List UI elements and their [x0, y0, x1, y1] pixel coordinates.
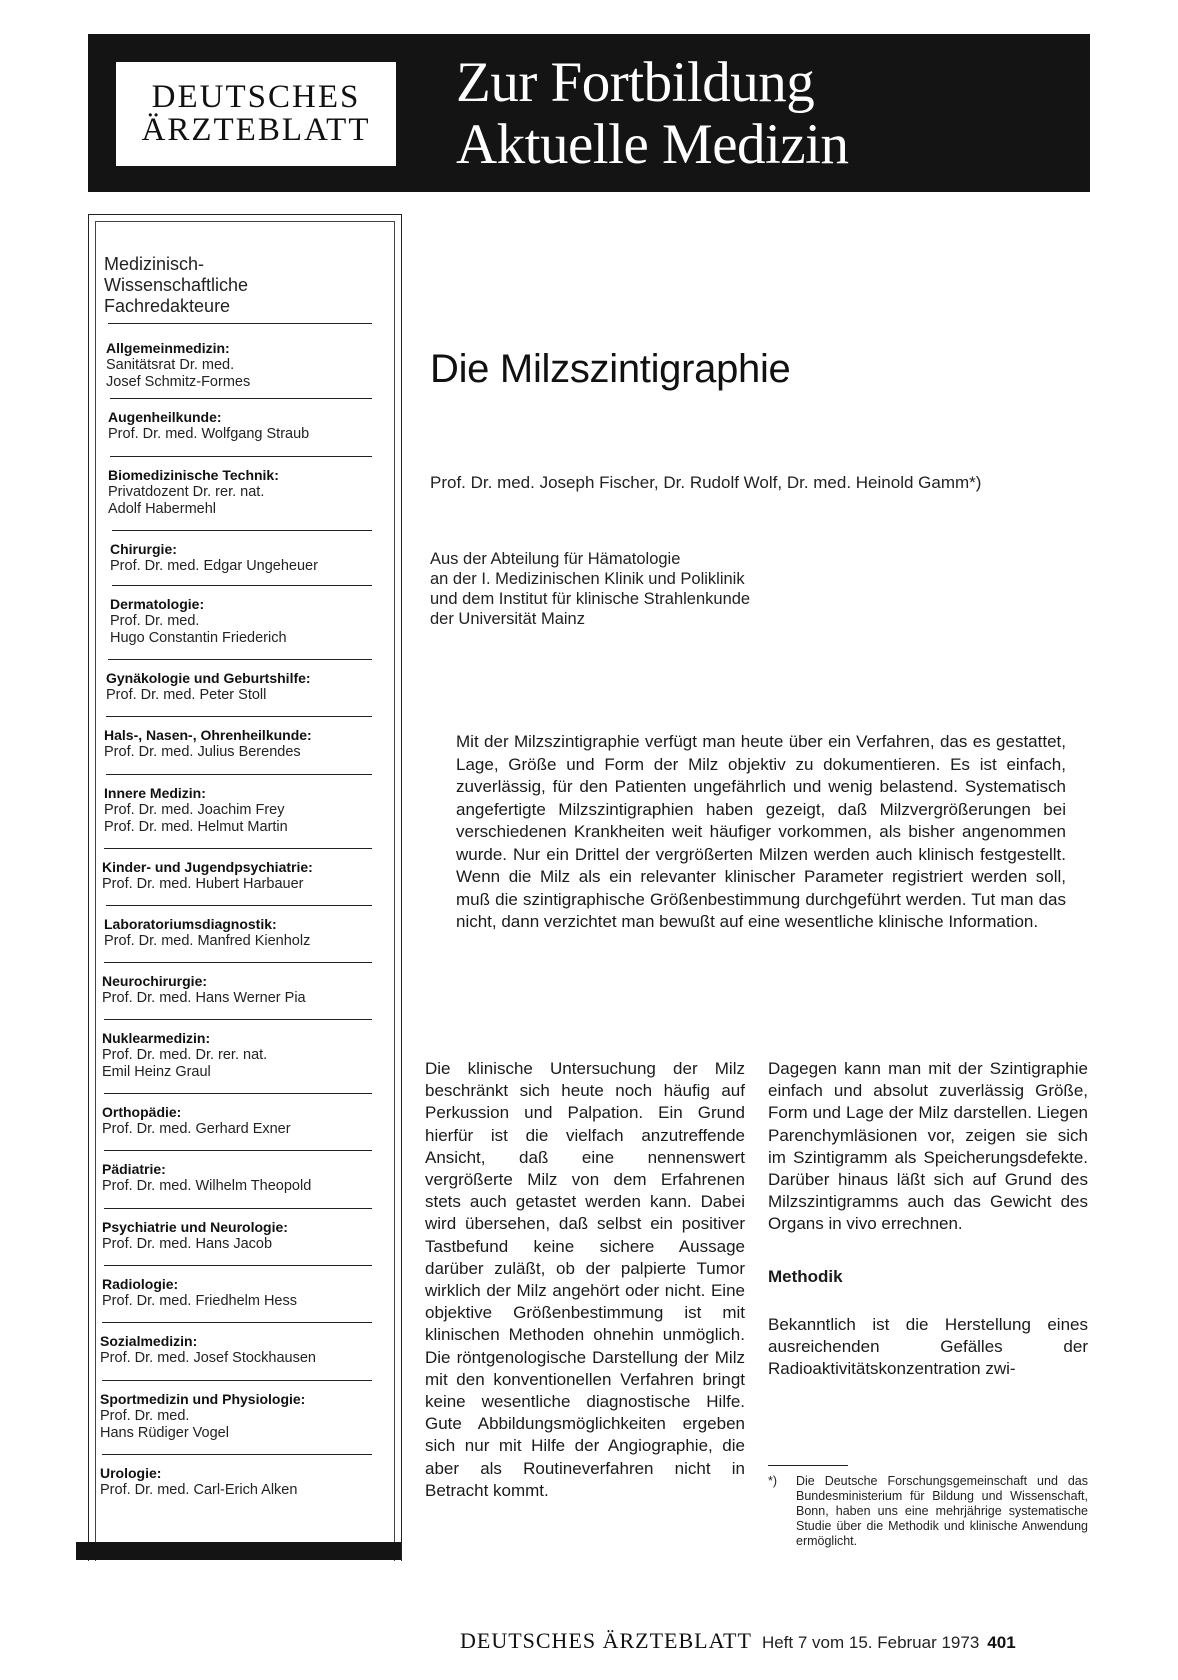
- affiliation-line: und dem Institut für klinische Strahlenkunde: [430, 590, 751, 608]
- sidebar-entry-name: Prof. Dr. med. Edgar Ungeheuer: [110, 558, 318, 574]
- sidebar-heading: [104, 254, 248, 317]
- sidebar-entry-name: Prof. Dr. med. Carl-Erich Alken: [100, 1482, 298, 1498]
- sidebar-entry-name: Prof. Dr. med. Wilhelm Theopold: [102, 1178, 312, 1194]
- sidebar-entry-field: Sportmedizin und Physiologie:: [100, 1391, 306, 1407]
- sidebar-entry: [110, 541, 380, 575]
- sidebar-entry: [106, 340, 376, 391]
- sidebar-divider: [110, 398, 372, 399]
- sidebar-entry-name: Hans Rüdiger Vogel: [100, 1425, 229, 1441]
- sidebar-entry-name: Prof. Dr. med. Helmut Martin: [104, 819, 288, 835]
- masthead: [88, 34, 1090, 192]
- sidebar-entry-name: Privatdozent Dr. rer. nat.: [108, 484, 265, 500]
- article-affiliation: [430, 549, 750, 629]
- sidebar-divider: [110, 456, 372, 457]
- sidebar-divider: [106, 774, 372, 775]
- sidebar-entry-field: Neurochirurgie:: [102, 973, 208, 989]
- sidebar-heading-line: Fachredakteure: [104, 296, 231, 316]
- sidebar-entry-name: Prof. Dr. med. Josef Stockhausen: [100, 1350, 316, 1366]
- sidebar-entry-name: Hugo Constantin Friederich: [110, 630, 287, 646]
- sidebar-divider: [104, 1150, 372, 1151]
- sidebar-entry-field: Hals-, Nasen-, Ohrenheilkunde:: [104, 727, 312, 743]
- body-column-right: [768, 1058, 1088, 1380]
- sidebar-entry-name: Emil Heinz Graul: [102, 1064, 211, 1080]
- sidebar-entry: [106, 670, 376, 704]
- sidebar-entry: [100, 1391, 370, 1442]
- sidebar-heading-line: Wissenschaftliche: [104, 275, 249, 295]
- sidebar-divider: [108, 659, 372, 660]
- footnote-text: Die Deutsche Forschungsgemeinschaft und das Bundesministerium für Bildung und Wissenschaft, Bonn, haben uns eine mehrjährige systematische Studie über die Methodik und klinische Anwendung ermöglicht.: [796, 1474, 1088, 1548]
- sidebar-entry-field: Urologie:: [100, 1465, 162, 1481]
- sidebar-entry-name: Prof. Dr. med. Wolfgang Straub: [108, 426, 310, 442]
- footer-journal: DEUTSCHES ÄRZTEBLATT: [460, 1628, 752, 1653]
- section-title-line-1: Zur Fortbildung: [456, 51, 815, 114]
- sidebar-entry-name: Prof. Dr. med. Dr. rer. nat.: [102, 1047, 268, 1063]
- sidebar-entry-field: Psychiatrie und Neurologie:: [102, 1219, 288, 1235]
- sidebar-entry-field: Biomedizinische Technik:: [108, 467, 279, 483]
- sidebar-entry-name: Prof. Dr. med. Manfred Kienholz: [104, 933, 311, 949]
- sidebar-entry-name: Prof. Dr. med.: [100, 1408, 190, 1424]
- sidebar-entry-name: Prof. Dr. med. Joachim Frey: [104, 802, 285, 818]
- sidebar-divider: [108, 323, 372, 324]
- body-paragraph: Dagegen kann man mit der Szintigraphie einfach und absolut zuverlässig Größe, Form und Lage der Milz darstellen. Liegen Parenchymläsionen vor, zeigen sie sich im Szintigramm als Speicherungsdefekte. Darüber hinaus läßt sich auf Grund des Milzszintigramms auch das Gewicht des Organs in vivo errechnen.: [768, 1059, 1088, 1234]
- footnote-rule: [768, 1465, 848, 1466]
- section-heading-methodik: Methodik: [768, 1266, 843, 1286]
- sidebar-entry-field: Gynäkologie und Geburtshilfe:: [106, 670, 311, 686]
- sidebar-divider: [112, 530, 372, 531]
- sidebar-entry: [102, 1161, 372, 1195]
- page-footer: [460, 1628, 1016, 1654]
- sidebar-entry: [104, 727, 374, 761]
- sidebar-entry-field: Radiologie:: [102, 1276, 179, 1292]
- sidebar-entry-name: Prof. Dr. med. Gerhard Exner: [102, 1121, 291, 1137]
- sidebar-entry: [102, 859, 372, 893]
- affiliation-line: der Universität Mainz: [430, 610, 585, 628]
- logo-line-1: DEUTSCHES: [151, 79, 361, 115]
- sidebar-entry: [102, 1030, 372, 1081]
- sidebar-entry: [102, 973, 372, 1007]
- sidebar-entry-name: Prof. Dr. med. Friedhelm Hess: [102, 1293, 297, 1309]
- sidebar-entry: [102, 1219, 372, 1253]
- sidebar-entry: [108, 409, 378, 443]
- sidebar-divider: [104, 1019, 372, 1020]
- sidebar-entry-name: Sanitätsrat Dr. med.: [106, 357, 235, 373]
- sidebar-divider: [106, 905, 372, 906]
- sidebar-divider: [104, 1208, 372, 1209]
- sidebar-entry-field: Pädiatrie:: [102, 1161, 166, 1177]
- sidebar-heading-line: Medizinisch-: [104, 254, 205, 274]
- footnote-mark: *): [768, 1474, 778, 1488]
- section-title-line-2: Aktuelle Medizin: [456, 113, 849, 176]
- sidebar-entry-name: Prof. Dr. med. Peter Stoll: [106, 687, 267, 703]
- sidebar-entry: [102, 1104, 372, 1138]
- section-title: [456, 52, 848, 176]
- sidebar-entry: [102, 1276, 372, 1310]
- sidebar-entry-name: Prof. Dr. med. Julius Berendes: [104, 744, 301, 760]
- sidebar-entry: [104, 785, 374, 836]
- sidebar-divider: [106, 716, 372, 717]
- footer-issue: Heft 7 vom 15. Februar 1973: [761, 1633, 980, 1652]
- article-authors: Prof. Dr. med. Joseph Fischer, Dr. Rudolf Wolf, Dr. med. Heinold Gamm*): [430, 473, 982, 492]
- sidebar-entry-field: Allgemeinmedizin:: [106, 340, 230, 356]
- sidebar-entry-field: Nuklearmedizin:: [102, 1030, 211, 1046]
- sidebar-entry-name: Josef Schmitz-Formes: [106, 374, 251, 390]
- sidebar-divider: [102, 1322, 372, 1323]
- footnote: [768, 1474, 1088, 1549]
- sidebar-divider: [102, 1380, 372, 1381]
- sidebar-entry-field: Innere Medizin:: [104, 785, 206, 801]
- sidebar-entry-field: Augenheilkunde:: [108, 409, 222, 425]
- sidebar-entry-field: Sozialmedizin:: [100, 1333, 198, 1349]
- sidebar-entry-name: Prof. Dr. med.: [110, 613, 200, 629]
- sidebar-divider: [104, 848, 372, 849]
- sidebar-divider: [112, 585, 372, 586]
- sidebar-entry-name: Prof. Dr. med. Hans Werner Pia: [102, 990, 306, 1006]
- sidebar-entry-field: Kinder- und Jugendpsychiatrie:: [102, 859, 313, 875]
- sidebar-bottom-bar: [76, 1542, 401, 1560]
- affiliation-line: an der I. Medizinischen Klinik und Poliklinik: [430, 570, 745, 588]
- affiliation-line: Aus der Abteilung für Hämatologie: [430, 550, 681, 568]
- sidebar-entry: [110, 596, 380, 647]
- body-paragraph: Die klinische Untersuchung der Milz beschränkt sich heute noch häufig auf Perkussion und Palpation. Ein Grund hierfür ist die vielfach anzutreffende Ansicht, daß eine nennenswert vergrößerte Milz von dem Erfahrenen stets auch getastet werden kann. Dabei wird übersehen, daß selbst ein positiver Tastbefund keine sichere Aussage darüber zuläßt, ob der palpierte Tumor wirklich der Milz angehört oder nicht. Eine objektive Größenbestimmung ist mit klinischen Methoden ohnehin unmöglich. Die röntgenologische Darstellung der Milz mit den konventionellen Verfahren bringt keine wesentliche diagnostische Hilfe. Gute Abbildungsmöglichkeiten ergeben sich nur mit Hilfe der Angiographie, die aber als Routineverfahren nicht in Betracht kommt.: [425, 1059, 745, 1500]
- sidebar-entry-field: Chirurgie:: [110, 541, 177, 557]
- body-paragraph: Bekanntlich ist die Herstellung eines ausreichenden Gefälles der Radioaktivitätskonzentration zwi-: [768, 1314, 1088, 1379]
- article-title: Die Milzszintigraphie: [430, 347, 791, 391]
- sidebar-entry-field: Orthopädie:: [102, 1104, 182, 1120]
- sidebar-divider: [104, 962, 372, 963]
- sidebar-entry-name: Adolf Habermehl: [108, 501, 216, 517]
- sidebar-entry-field: Laboratoriumsdiagnostik:: [104, 916, 277, 932]
- article-abstract: Mit der Milzszintigraphie verfügt man heute über ein Verfahren, das es gestattet, Lage, Größe und Form der Milz objektiv zu dokumentieren. Es ist einfach, zuverlässig, für den Patienten ungefährlich und wenig belastend. Systematisch angefertigte Milzszintigraphien haben gezeigt, daß Milzvergrößerungen bei verschiedenen Krankheiten weit häufiger vorkommen, als bisher angenommen wurde. Nur ein Drittel der vergrößerten Milzen werden auch klinisch festgestellt. Wenn die Milz als ein relevanter klinischer Parameter registriert werden soll, muß die szintigraphische Größenbestimmung durchgeführt werden. Tut man das nicht, dann verzichtet man bewußt auf eine wesentliche klinische Information.: [456, 732, 1066, 931]
- sidebar-entry: [108, 467, 378, 518]
- sidebar-divider: [104, 1265, 372, 1266]
- sidebar-divider: [102, 1454, 372, 1455]
- footer-page-number: 401: [987, 1633, 1016, 1652]
- sidebar-entry-name: Prof. Dr. med. Hans Jacob: [102, 1236, 273, 1252]
- journal-logo: [116, 62, 396, 166]
- sidebar-entry: [104, 916, 374, 950]
- sidebar-entry: [100, 1333, 370, 1367]
- sidebar-entry-field: Dermatologie:: [110, 596, 205, 612]
- body-column-left: [425, 1058, 745, 1502]
- logo-line-2: ÄRZTEBLATT: [141, 112, 371, 148]
- sidebar-entry-name: Prof. Dr. med. Hubert Harbauer: [102, 876, 304, 892]
- sidebar-entry: [100, 1465, 370, 1499]
- sidebar-divider: [104, 1093, 372, 1094]
